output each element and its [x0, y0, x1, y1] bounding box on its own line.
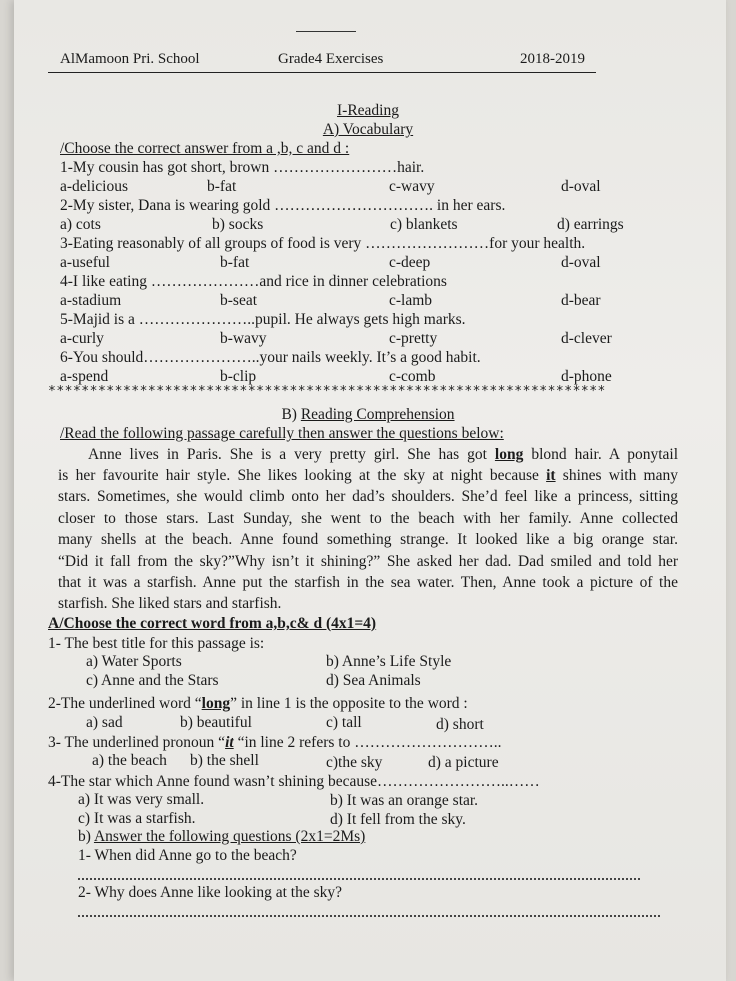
- section-title: I-Reading: [337, 102, 399, 119]
- passage-line-2: [58, 465, 678, 486]
- passage-line-1-part-c: blond hair. A ponytail: [523, 446, 678, 463]
- vocab-question-1: 1-My cousin has got short, brown ……………………hair.: [60, 159, 425, 176]
- vocab-q2-option-c: c) blankets: [390, 216, 458, 233]
- part-a-q3-word: it: [225, 734, 234, 751]
- part-a-title: A/Choose the correct word from a,b,c& d (4x1=4): [48, 615, 377, 632]
- subject-title: Grade4 Exercises: [278, 51, 384, 67]
- answer-line-1[interactable]: [78, 878, 640, 880]
- part-b-question-1: 1- When did Anne go to the beach?: [78, 847, 297, 864]
- vocab-q4-option-c: c-lamb: [389, 292, 433, 309]
- vocab-q5-option-c: c-pretty: [389, 330, 438, 347]
- comprehension-title-prefix: B): [281, 406, 301, 423]
- vocab-question-6: 6-You should…………………..your nails weekly. It’s a good habit.: [60, 349, 481, 366]
- vocab-q3-option-a: a-useful: [60, 254, 110, 271]
- part-a-q4-option-c: c) It was a starfish.: [78, 810, 196, 827]
- part-a-question-1: 1- The best title for this passage is:: [48, 635, 265, 652]
- part-a-q2-pre: 2-The underlined word “: [48, 695, 202, 712]
- part-a-question-3: [48, 734, 501, 752]
- vocab-q6-option-b: b-clip: [220, 368, 257, 385]
- part-a-q4-option-a: a) It was very small.: [78, 791, 205, 808]
- part-a-q2-option-d: d) short: [436, 716, 484, 733]
- passage-line-8: starfish. She liked stars and starfish.: [58, 595, 282, 612]
- vocab-q1-option-c: c-wavy: [389, 178, 435, 195]
- part-b-question-2: 2- Why does Anne like looking at the sky?: [78, 884, 343, 901]
- part-a-q1-option-c: c) Anne and the Stars: [86, 672, 219, 689]
- vocab-q4-option-a: a-stadium: [60, 292, 122, 309]
- star-divider: *******************************************************************: [48, 384, 606, 399]
- part-a-q1-option-b: b) Anne’s Life Style: [326, 653, 452, 670]
- passage-line-4: closer to those stars. Last Sunday, she went to the beach with her family. Anne collected: [58, 510, 678, 527]
- passage-line-1: [88, 444, 678, 465]
- part-a-q4-option-b: b) It was an orange star.: [330, 792, 479, 809]
- top-rule: [296, 31, 356, 32]
- vocab-q2-option-d: d) earrings: [557, 216, 624, 233]
- passage-line-2-part-a: is her favourite hair style. She likes looking at the sky at night because: [58, 467, 547, 484]
- vocab-q4-option-d: d-bear: [561, 292, 601, 309]
- vocab-q3-option-d: d-oval: [561, 254, 601, 271]
- part-a-q3-option-a: a) the beach: [92, 752, 167, 769]
- school-name: AlMamoon Pri. School: [60, 51, 200, 67]
- comprehension-title-text: Reading Comprehension: [300, 406, 455, 423]
- vocab-q1-option-a: a-delicious: [60, 178, 129, 195]
- vocab-q5-option-d: d-clever: [561, 330, 612, 347]
- passage-line-6: “Did it fall from the sky?”Why isn’t it shining?” She asked her dad. Dad smiled and told her: [58, 553, 678, 570]
- part-a-q3-option-d: d) a picture: [428, 754, 499, 771]
- vocab-q3-option-c: c-deep: [389, 254, 431, 271]
- part-a-question-2: [48, 695, 468, 713]
- passage-word-it: it: [546, 467, 556, 484]
- vocab-q5-option-a: a-curly: [60, 330, 104, 347]
- vocab-q5-option-b: b-wavy: [220, 330, 267, 347]
- vocab-q1-option-b: b-fat: [207, 178, 237, 195]
- passage-line-2-part-c: shines with many: [555, 467, 678, 484]
- vocab-instruction: /Choose the correct answer from a ,b, c and d :: [60, 140, 350, 157]
- passage-line-3: stars. Sometimes, she would climb onto her dad’s shoulders. She’d feel like a princess, sitting: [58, 488, 678, 505]
- passage-line-7: that it was a starfish. Anne put the starfish in the sea water. Then, Anne took a picture of the: [58, 574, 678, 591]
- part-a-q1-option-d: d) Sea Animals: [326, 672, 421, 689]
- header-rule: [48, 72, 596, 73]
- passage-word-long: long: [494, 446, 524, 463]
- part-a-question-4: 4-The star which Anne found wasn’t shining because……………………..……: [48, 773, 540, 790]
- vocab-q2-option-b: b) socks: [212, 216, 264, 233]
- part-a-q3-pre: 3- The underlined pronoun “: [48, 734, 226, 751]
- passage-line-1-part-a: Anne lives in Paris. She is a very pretty girl. She has got: [88, 446, 495, 463]
- part-a-q1-option-a: a) Water Sports: [86, 653, 182, 670]
- part-b-title: [78, 828, 365, 846]
- comprehension-title: [0, 406, 736, 424]
- part-a-q2-option-b: b) beautiful: [180, 714, 252, 731]
- part-a-q4-option-d: d) It fell from the sky.: [330, 811, 466, 828]
- vocab-question-2: 2-My sister, Dana is wearing gold …………………………. in her ears.: [60, 197, 506, 214]
- vocab-q6-option-d: d-phone: [561, 368, 612, 385]
- part-a-q2-option-a: a) sad: [86, 714, 123, 731]
- part-a-q3-option-b: b) the shell: [190, 752, 259, 769]
- comprehension-instruction: /Read the following passage carefully then answer the questions below:: [60, 425, 504, 442]
- vocab-q1-option-d: d-oval: [561, 178, 601, 195]
- school-year: 2018-2019: [520, 51, 585, 67]
- part-a-q3-post: “in line 2 refers to ………………………..: [233, 734, 502, 751]
- part-a-q2-post: ” in line 1 is the opposite to the word :: [230, 695, 468, 712]
- vocab-q3-option-b: b-fat: [220, 254, 250, 271]
- part-a-q3-option-c: c)the sky: [326, 754, 383, 771]
- vocab-q6-option-a: a-spend: [60, 368, 109, 385]
- vocab-q2-option-a: a) cots: [60, 216, 101, 233]
- part-b-title-text: Answer the following questions (2x1=2Ms): [93, 828, 366, 845]
- vocab-question-3: 3-Eating reasonably of all groups of food is very ……………………for your health.: [60, 235, 586, 252]
- passage-line-5: many shells at the beach. Anne found something strange. It looked like a big orange star.: [58, 531, 678, 548]
- vocab-question-5: 5-Majid is a …………………..pupil. He always gets high marks.: [60, 311, 466, 328]
- vocab-title: A) Vocabulary: [322, 121, 414, 138]
- vocab-q4-option-b: b-seat: [220, 292, 258, 309]
- vocab-question-4: 4-I like eating …………………and rice in dinner celebrations: [60, 273, 447, 290]
- answer-line-2[interactable]: [78, 915, 660, 917]
- part-a-q2-option-c: c) tall: [326, 714, 362, 731]
- vocab-q6-option-c: c-comb: [389, 368, 436, 385]
- part-b-prefix: b): [78, 828, 94, 845]
- part-a-q2-word: long: [201, 695, 231, 712]
